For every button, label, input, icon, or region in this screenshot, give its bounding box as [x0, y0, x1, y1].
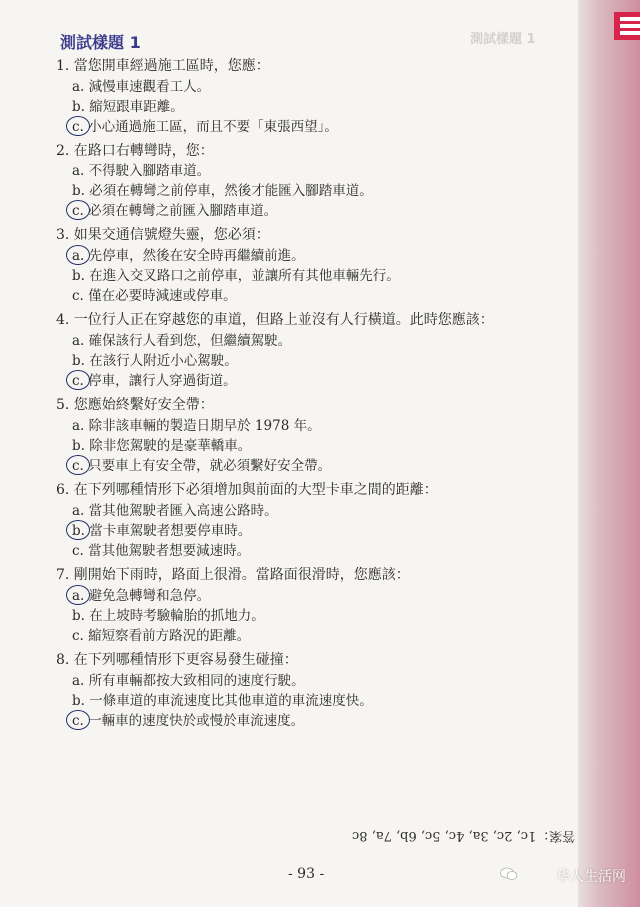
question-4-option-b: b. 在該行人附近小心駕駛。 — [72, 353, 238, 369]
question-1-option-a: a. 減慢車速觀看工人。 — [72, 79, 211, 95]
question-4: 4. 一位行人正在穿越您的車道，但路上並沒有人行橫道。此時您應該： — [56, 312, 494, 328]
question-8-option-c: c. 一輛車的速度快於或慢於車流速度。 — [72, 713, 305, 729]
question-2-option-a: a. 不得駛入腳踏車道。 — [72, 163, 211, 179]
question-3-option-b: b. 在進入交叉路口之前停車，並讓所有其他車輛先行。 — [72, 268, 400, 284]
question-6-option-b: b. 當卡車駕駛者想要停車時。 — [72, 523, 252, 539]
circled-answer-icon — [66, 116, 90, 136]
question-2: 2. 在路口右轉彎時，您： — [56, 143, 214, 159]
circled-answer-icon — [66, 585, 90, 605]
upside-down-answer-key: 答案：1c, 2c, 3a, 4c, 5c, 6b, 7a, 8c — [352, 828, 576, 843]
question-2-option-b: b. 必須在轉彎之前停車，然後才能匯入腳踏車道。 — [72, 183, 373, 199]
question-6: 6. 在下列哪種情形下必須增加與前面的大型卡車之間的距離： — [56, 482, 438, 498]
chat-bubble-icon — [500, 867, 518, 881]
question-3-option-c: c. 僅在必要時減速或停車。 — [72, 288, 237, 304]
question-3: 3. 如果交通信號燈失靈，您必須： — [56, 227, 270, 243]
question-7-option-b: b. 在上坡時考驗輪胎的抓地力。 — [72, 608, 265, 624]
question-8-option-a: a. 所有車輛都按大致相同的速度行駛。 — [72, 673, 305, 689]
question-4-option-a: a. 確保該行人看到您，但繼續駕駛。 — [72, 333, 292, 349]
page-title: 測試樣題 1 — [60, 33, 141, 52]
question-7-option-a: a. 避免急轉彎和急停。 — [72, 588, 211, 604]
question-1-option-b: b. 縮短跟車距離。 — [72, 99, 184, 115]
circled-answer-icon — [66, 370, 90, 390]
question-6-option-c: c. 當其他駕駛者想要減速時。 — [72, 543, 251, 559]
question-1: 1. 當您開車經過施工區時，您應： — [56, 58, 270, 74]
watermark-text: 华人生活网 — [556, 869, 626, 885]
circled-answer-icon — [66, 710, 90, 730]
question-5-option-a: a. 除非該車輛的製造日期早於 1978 年。 — [72, 418, 321, 434]
question-5: 5. 您應始終繫好安全帶： — [56, 397, 214, 413]
circled-answer-icon — [66, 455, 90, 475]
bleed-through-text: 測試樣題 1 — [470, 32, 536, 47]
section-tab-icon — [614, 12, 640, 40]
circled-answer-icon — [66, 245, 90, 265]
question-1-option-c: c. 小心通過施工區，而且不要「東張西望」。 — [72, 119, 338, 135]
circled-answer-icon — [66, 520, 90, 540]
question-5-option-c: c. 只要車上有安全帶，就必須繫好安全帶。 — [72, 458, 332, 474]
page-edge-decoration — [578, 0, 640, 907]
question-6-option-a: a. 當其他駕駛者匯入高速公路時。 — [72, 503, 278, 519]
question-4-option-c: c. 停車，讓行人穿過街道。 — [72, 373, 237, 389]
circled-answer-icon — [66, 200, 90, 220]
question-8: 8. 在下列哪種情形下更容易發生碰撞： — [56, 652, 298, 668]
question-8-option-b: b. 一條車道的車流速度比其他車道的車流速度快。 — [72, 693, 373, 709]
question-5-option-b: b. 除非您駕駛的是豪華轎車。 — [72, 438, 252, 454]
question-3-option-a: a. 先停車，然後在安全時再繼續前進。 — [72, 248, 305, 264]
question-7-option-c: c. 縮短察看前方路況的距離。 — [72, 628, 251, 644]
page-number: - 93 - — [288, 866, 325, 882]
question-7: 7. 剛開始下雨時，路面上很滑。當路面很滑時，您應該： — [56, 567, 410, 583]
question-2-option-c: c. 必須在轉彎之前匯入腳踏車道。 — [72, 203, 278, 219]
